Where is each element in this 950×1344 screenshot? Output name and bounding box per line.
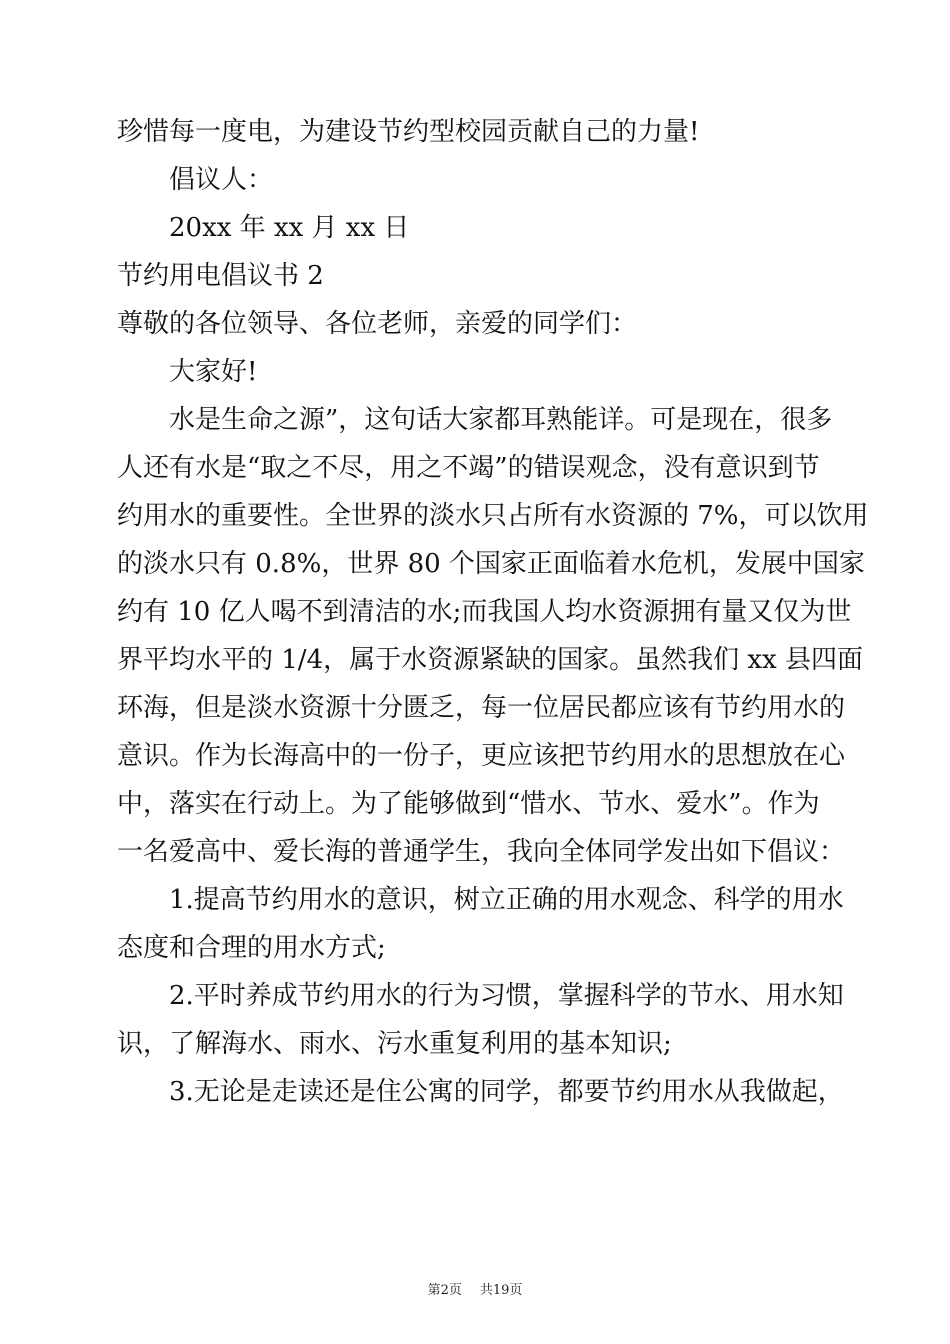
page-number: 第2页 bbox=[427, 1283, 462, 1298]
body-line: 珍惜每一度电，为建设节约型校园贡献自己的力量! bbox=[117, 117, 700, 147]
body-line: 水是生命之源”，这句话大家都耳熟能详。可是现在，很多 bbox=[169, 405, 833, 435]
body-line: 约用水的重要性。全世界的淡水只占所有水资源的 7%，可以饮用 bbox=[117, 501, 869, 531]
body-line: 一名爱高中、爱长海的普通学生，我向全体同学发出如下倡议： bbox=[117, 837, 846, 867]
date-line: 20xx 年 xx 月 xx 日 bbox=[169, 213, 410, 243]
body-line: 人还有水是“取之不尽，用之不竭”的错误观念，没有意识到节 bbox=[117, 453, 820, 483]
body-line: 意识。作为长海高中的一份子，更应该把节约用水的思想放在心 bbox=[117, 741, 846, 771]
body-line: 中，落实在行动上。为了能够做到“惜水、节水、爱水”。作为 bbox=[117, 789, 820, 819]
greeting: 大家好! bbox=[169, 357, 258, 387]
page-total: 共19页 bbox=[479, 1283, 523, 1298]
body-line: 识，了解海水、雨水、污水重复利用的基本知识; bbox=[117, 1029, 672, 1059]
proposer-label: 倡议人： bbox=[169, 165, 274, 195]
body-line: 态度和合理的用水方式; bbox=[117, 933, 386, 963]
page-footer bbox=[0, 1279, 950, 1298]
proposal-item-1: 1.提高节约用水的意识，树立正确的用水观念、科学的用水 bbox=[169, 885, 844, 915]
salutation: 尊敬的各位领导、各位老师，亲爱的同学们： bbox=[117, 309, 638, 339]
body-line: 的淡水只有 0.8%，世界 80 个国家正面临着水危机，发展中国家 bbox=[117, 549, 865, 579]
document-body bbox=[117, 108, 869, 1116]
body-line: 界平均水平的 1/4，属于水资源紧缺的国家。虽然我们 xx 县四面 bbox=[117, 645, 863, 675]
proposal-item-2: 2.平时养成节约用水的行为习惯，掌握科学的节水、用水知 bbox=[169, 981, 844, 1011]
body-line: 环海，但是淡水资源十分匮乏，每一位居民都应该有节约用水的 bbox=[117, 693, 846, 723]
proposal-item-3: 3.无论是走读还是住公寓的同学，都要节约用水从我做起， bbox=[169, 1077, 844, 1107]
body-line: 约有 10 亿人喝不到清洁的水;而我国人均水资源拥有量又仅为世 bbox=[117, 597, 852, 627]
section-title: 节约用电倡议书 2 bbox=[117, 261, 324, 291]
